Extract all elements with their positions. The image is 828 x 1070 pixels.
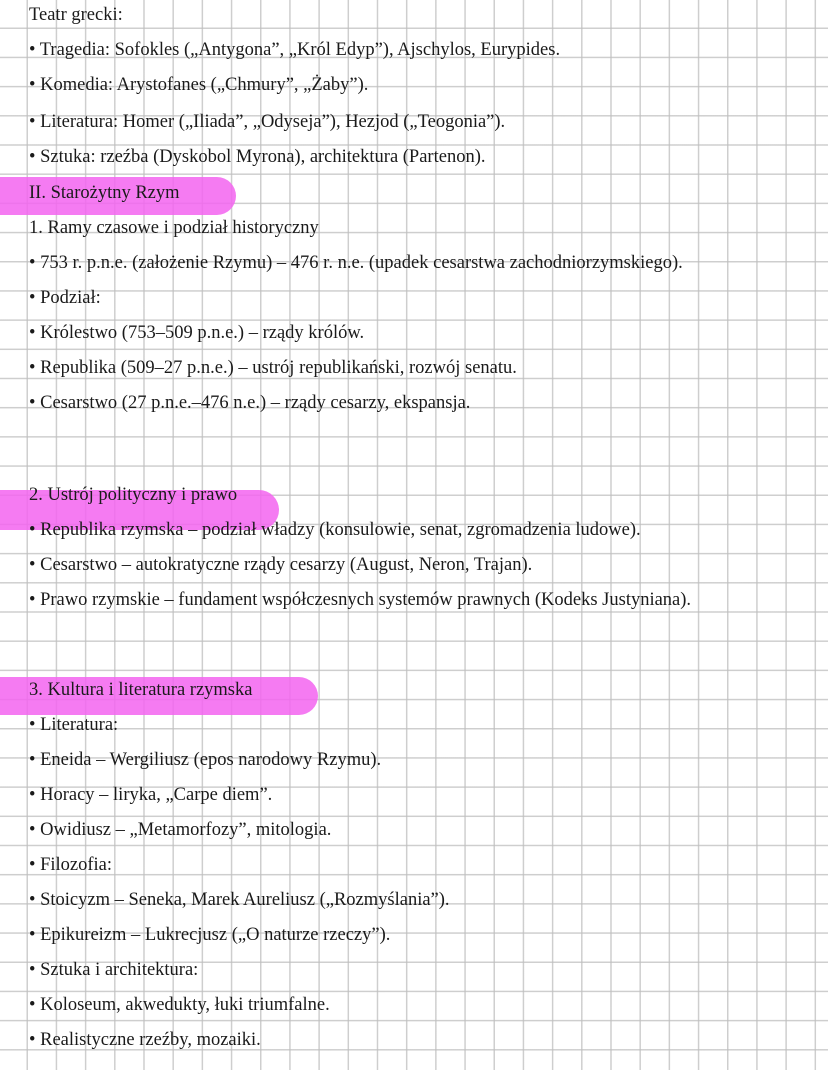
subsection-heading: 3. Kultura i literatura rzymska — [29, 680, 253, 700]
list-item: • Cesarstwo (27 p.n.e.–476 n.e.) – rządy cesarzy, ekspansja. — [29, 393, 471, 413]
subsection-heading: 1. Ramy czasowe i podział historyczny — [29, 218, 319, 238]
list-item: • Horacy – liryka, „Carpe diem”. — [29, 785, 273, 805]
list-item: • Podział: — [29, 288, 101, 308]
list-item: • Prawo rzymskie – fundament współczesnych systemów prawnych (Kodeks Justyniana). — [29, 590, 692, 610]
list-item: • Filozofia: — [29, 855, 113, 875]
list-item: • Eneida – Wergiliusz (epos narodowy Rzymu). — [29, 750, 382, 770]
list-item: • 753 r. p.n.e. (założenie Rzymu) – 476 r. n.e. (upadek cesarstwa zachodniorzymskiego). — [29, 253, 683, 273]
list-item: • Literatura: — [29, 715, 119, 735]
list-item: • Literatura: Homer („Iliada”, „Odyseja”), Hezjod („Teogonia”). — [29, 112, 506, 132]
list-item: • Cesarstwo – autokratyczne rządy cesarzy (August, Neron, Trajan). — [29, 555, 533, 575]
subsection-heading: 2. Ustrój polityczny i prawo — [29, 485, 238, 505]
heading-greek-theatre: Teatr grecki: — [29, 5, 123, 25]
list-item: • Koloseum, akwedukty, łuki triumfalne. — [29, 995, 330, 1015]
list-item: • Sztuka: rzeźba (Dyskobol Myrona), architektura (Partenon). — [29, 147, 486, 167]
list-item: • Królestwo (753–509 p.n.e.) – rządy królów. — [29, 323, 365, 343]
list-item: • Realistyczne rzeźby, mozaiki. — [29, 1030, 261, 1050]
list-item: • Komedia: Arystofanes („Chmury”, „Żaby”). — [29, 75, 369, 95]
list-item: • Republika rzymska – podział władzy (konsulowie, senat, zgromadzenia ludowe). — [29, 520, 641, 540]
list-item: • Tragedia: Sofokles („Antygona”, „Król Edyp”), Ajschylos, Eurypides. — [29, 40, 561, 60]
list-item: • Owidiusz – „Metamorfozy”, mitologia. — [29, 820, 332, 840]
section-heading: II. Starożytny Rzym — [29, 183, 180, 203]
list-item: • Republika (509–27 p.n.e.) – ustrój republikański, rozwój senatu. — [29, 358, 517, 378]
list-item: • Sztuka i architektura: — [29, 960, 199, 980]
list-item: • Epikureizm – Lukrecjusz („O naturze rzeczy”). — [29, 925, 391, 945]
list-item: • Stoicyzm – Seneka, Marek Aureliusz („Rozmyślania”). — [29, 890, 450, 910]
